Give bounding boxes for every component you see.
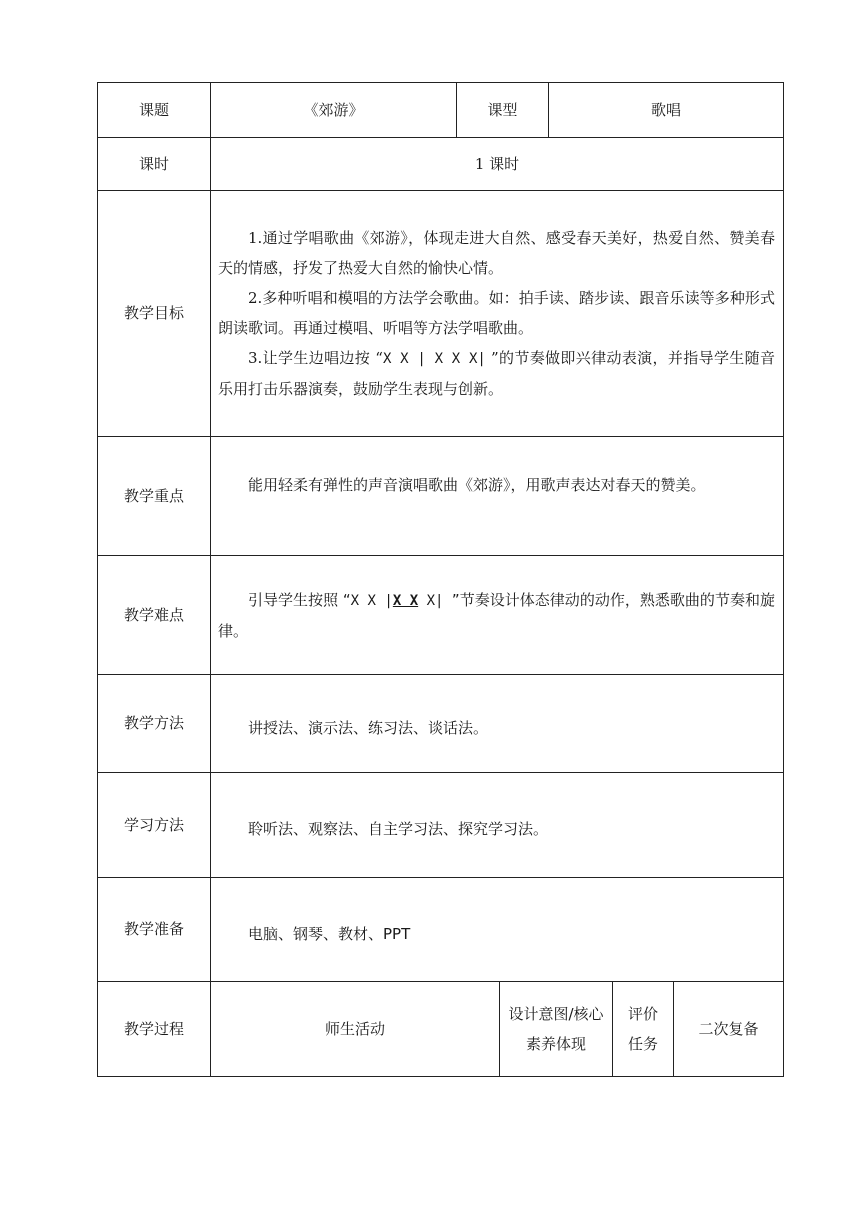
col-border <box>499 981 500 1076</box>
difficulties-intro: 引导学生按照 “ <box>248 590 351 609</box>
preparation-content <box>218 878 775 990</box>
label-lesson-title: 课题 <box>138 100 169 119</box>
teaching-methods-content <box>218 675 775 781</box>
label-teaching-methods: 教学方法 <box>123 714 184 733</box>
label-teaching-goals: 教学目标 <box>123 304 184 323</box>
goal-3-rhythm: X X | X X X| <box>382 351 486 367</box>
goal-3-rest: ”的节奏做即兴律动表演，并指导学生随音乐用打击乐器演奏，鼓励学生表现与创新。 <box>218 349 776 398</box>
difficulties-rest: ”节奏设计体态律动的动作，熟悉歌曲的节奏和旋律。 <box>218 590 775 640</box>
label-key-points: 教学重点 <box>123 486 184 505</box>
label-learning-methods: 学习方法 <box>123 815 184 834</box>
goal-2: 2.多种听唱和模唱的方法学会歌曲。如：拍手读、踏步读、跟音乐读等多种形式朗读歌词。再通过模唱、听唱等方法学唱歌曲。 <box>218 289 775 337</box>
col-border <box>783 82 784 1077</box>
col-border <box>210 82 211 1077</box>
lesson-type-value: 歌唱 <box>650 100 681 119</box>
process-col-design-intent: 设计意图/核心素养体现 <box>508 1005 604 1053</box>
difficulties-rhythm-b: X| <box>418 592 452 609</box>
goal-1: 1.通过学唱歌曲《郊游》，体现走进大自然、感受春天美好，热爱自然、赞美春天的情感，抒发了热爱大自然的愉快心情。 <box>218 229 775 277</box>
teaching-methods-text: 讲授法、演示法、练习法、谈话法。 <box>248 719 489 737</box>
difficulties-text <box>218 585 775 646</box>
col-border <box>612 981 613 1076</box>
difficulties-rhythm-a: X X | <box>350 592 393 609</box>
class-hours-value: 1 课时 <box>474 154 520 173</box>
goal-3-intro: 3.让学生边唱边按 “ <box>248 349 383 367</box>
goal-3 <box>218 343 775 404</box>
difficulties-content <box>218 556 775 674</box>
process-col-evaluation: 评价任务 <box>627 1005 658 1053</box>
key-points-content <box>218 437 775 533</box>
process-col-activities: 师生活动 <box>324 1019 385 1038</box>
key-points-text: 能用轻柔有弹性的声音演唱歌曲《郊游》，用歌声表达对春天的赞美。 <box>248 476 706 494</box>
learning-methods-text: 聆听法、观察法、自主学习法、探究学习法。 <box>248 820 549 838</box>
label-lesson-type: 课型 <box>487 100 518 119</box>
difficulties-rhythm-underlined: X X <box>392 592 419 609</box>
process-col-revision: 二次复备 <box>698 1019 759 1038</box>
label-teaching-process: 教学过程 <box>123 1020 184 1038</box>
label-preparation: 教学准备 <box>123 920 184 939</box>
teaching-goals-content <box>218 191 775 436</box>
label-class-hours: 课时 <box>138 154 169 173</box>
lesson-title-value: 《郊游》 <box>303 100 364 119</box>
row-border <box>97 1076 784 1077</box>
learning-methods-content <box>218 773 775 885</box>
label-difficulties: 教学难点 <box>123 605 184 624</box>
preparation-text: 电脑、钢琴、教材、PPT <box>248 925 411 943</box>
